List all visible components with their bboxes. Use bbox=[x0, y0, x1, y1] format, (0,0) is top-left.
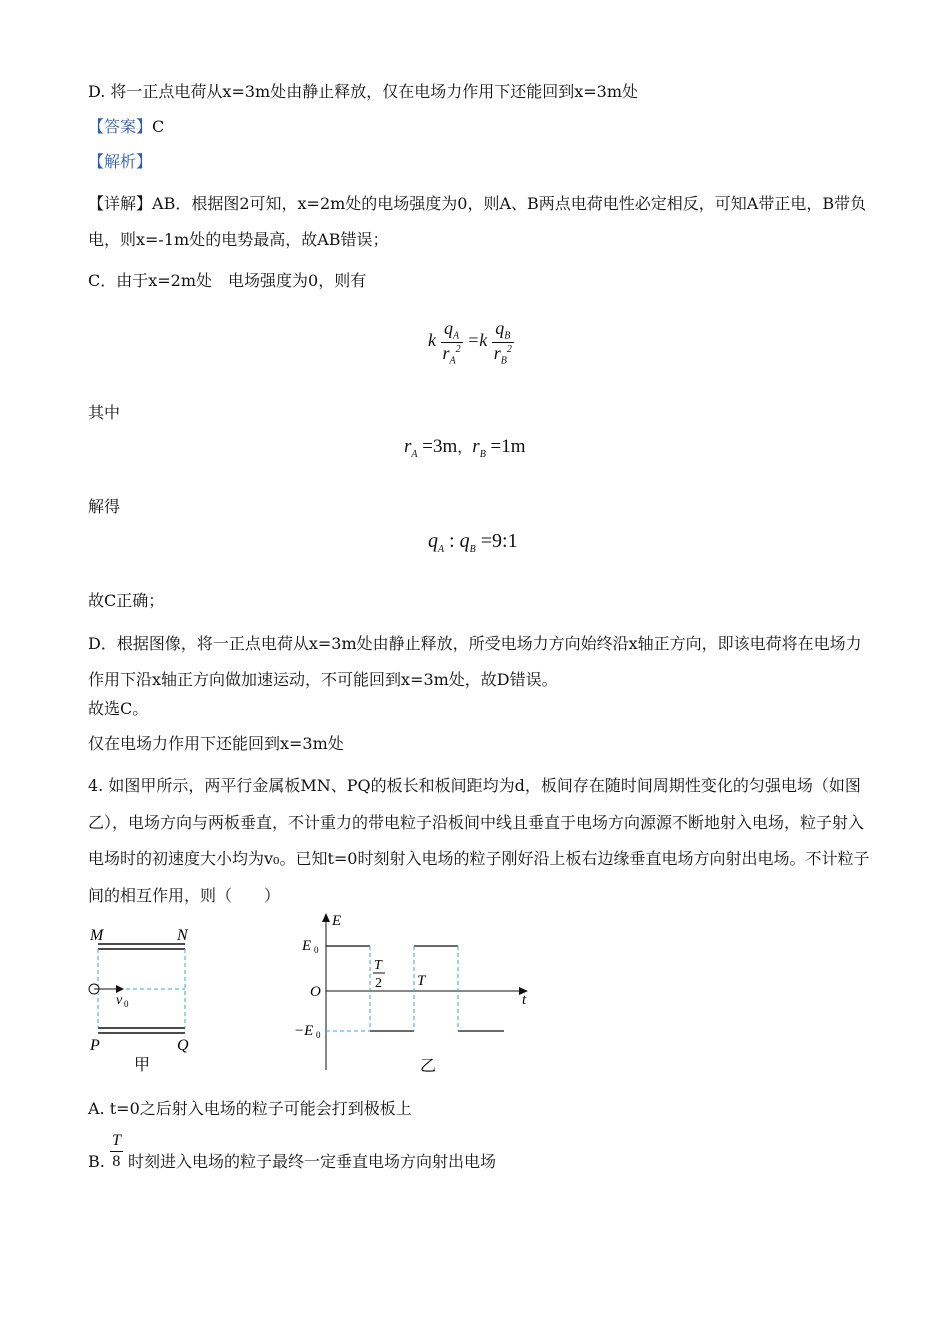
eq3-qa: q bbox=[428, 530, 438, 552]
detail-label: 【详解】 bbox=[88, 194, 153, 213]
question-4: 4. 如图甲所示，两平行金属板MN、PQ的板长和板间距均为d，板间存在随时间周期性变化的匀强电场（如图乙），电场方向与两板垂直，不计重力的带电粒子沿板间中线且垂直于电场方向源源不断地射入电场，粒子射入电场时的初速度大小均为v₀。已知t=0时刻射入电场的粒子刚好沿上板右边缘垂直电场方向射出电场。不计粒子间的相互作用，则（ ） bbox=[88, 776, 870, 905]
label-m: M bbox=[90, 927, 104, 944]
option-b-den: 8 bbox=[112, 1153, 121, 1170]
label-origin: O bbox=[310, 984, 321, 1000]
c-correct: 故C正确； bbox=[88, 591, 165, 610]
repeat-line: 仅在电场力作用下还能回到x=3m处 bbox=[88, 734, 344, 753]
eq1-ra-sub: A bbox=[449, 355, 456, 367]
option-b-prefix: B. bbox=[88, 1152, 105, 1171]
equation-distances bbox=[404, 436, 526, 460]
label-e: E bbox=[332, 913, 342, 929]
equation-field-balance bbox=[428, 318, 514, 366]
eq2-rb-sub: B bbox=[479, 448, 486, 460]
eq1-rb: r bbox=[493, 342, 501, 363]
eq1-equals: =k bbox=[467, 330, 488, 351]
option-b-text: 时刻进入电场的粒子最终一定垂直电场方向射出电场 bbox=[127, 1152, 496, 1171]
eq2-ra-value: =3m bbox=[422, 436, 458, 457]
label-p: P bbox=[90, 1037, 100, 1054]
eq2-ra: r bbox=[404, 436, 412, 457]
eq1-qb: q bbox=[495, 318, 505, 338]
velocity-arrow-head bbox=[116, 985, 124, 993]
prev-option-d: D. 将一正点电荷从x=3m处由静止释放，仅在电场力作用下还能回到x=3m处 bbox=[88, 82, 638, 101]
detail-ab bbox=[88, 186, 874, 258]
caption-jia: 甲 bbox=[134, 1057, 151, 1074]
eq2-ra-sub: A bbox=[411, 448, 418, 460]
label-e0: E bbox=[302, 938, 312, 954]
label-period-t: T bbox=[417, 973, 426, 989]
where-label: 其中 bbox=[88, 403, 121, 422]
figure-field-graph bbox=[290, 905, 540, 1080]
solve-label: 解得 bbox=[88, 497, 121, 516]
caption-yi: 乙 bbox=[420, 1058, 437, 1075]
label-t: t bbox=[522, 992, 527, 1008]
eq3-qb-sub: B bbox=[469, 544, 476, 555]
eq1-ra: r bbox=[442, 342, 450, 363]
label-neg-e0: −E bbox=[294, 1023, 314, 1039]
eq1-qa-sub: A bbox=[453, 330, 460, 342]
eq3-qb: q bbox=[459, 530, 470, 552]
e-axis-arrow bbox=[322, 913, 330, 922]
option-a: A. t=0之后射入电场的粒子可能会打到极板上 bbox=[88, 1099, 412, 1118]
square-wave-segments bbox=[326, 946, 504, 1031]
eq3-colon: : bbox=[449, 530, 455, 552]
eq2-rb: r bbox=[472, 436, 480, 457]
c-intro: C．由于x=2m处 电场强度为0，则有 bbox=[88, 271, 367, 290]
label-q: Q bbox=[177, 1037, 189, 1054]
eq3-qa-sub: A bbox=[438, 544, 445, 555]
label-v0: v bbox=[116, 993, 123, 1008]
eq1-rb-sub: B bbox=[500, 355, 507, 367]
label-n: N bbox=[177, 927, 188, 944]
square-wave-dashed bbox=[326, 946, 458, 1031]
equation-charge-ratio bbox=[428, 530, 518, 555]
eq2-rb-value: =1m bbox=[490, 436, 526, 457]
eq3-value: =9:1 bbox=[480, 530, 518, 552]
choose-c: 故选C。 bbox=[88, 699, 149, 718]
eq1-ra-pow: 2 bbox=[455, 343, 461, 355]
eq1-k: k bbox=[428, 330, 436, 351]
answer-label: 【答案】 bbox=[88, 117, 153, 136]
eq1-rb-pow: 2 bbox=[506, 343, 512, 355]
eq2-comma: ， bbox=[457, 440, 473, 456]
label-half-t-den: 2 bbox=[375, 976, 382, 991]
eq1-qa: q bbox=[444, 318, 453, 338]
option-b-num: T bbox=[110, 1131, 123, 1152]
analysis-label: 【解析】 bbox=[88, 152, 153, 171]
label-half-t-num: T bbox=[374, 958, 382, 973]
d-explain: D．根据图像，将一正点电荷从x=3m处由静止释放，所受电场力方向始终沿x轴正方向，即该电荷将在电场力作用下沿x轴正方向做加速运动，不可能回到x=3m处，故D错误。 bbox=[88, 634, 862, 689]
eq1-qb-sub: B bbox=[504, 330, 511, 342]
label-e0-sub: 0 bbox=[314, 945, 319, 955]
answer-line bbox=[88, 117, 164, 137]
figure-plates bbox=[80, 920, 210, 1080]
label-v0-sub: 0 bbox=[124, 999, 129, 1009]
detail-ab-text: AB．根据图2可知，x=2m处的电场强度为0，则A、B两点电荷电性必定相反，可知A带正电，B带负电，则x=-1m处的电势最高，故AB错误； bbox=[88, 194, 867, 249]
answer-value: C bbox=[152, 117, 165, 136]
option-b bbox=[88, 1131, 496, 1172]
label-neg-e0-sub: 0 bbox=[316, 1030, 321, 1040]
